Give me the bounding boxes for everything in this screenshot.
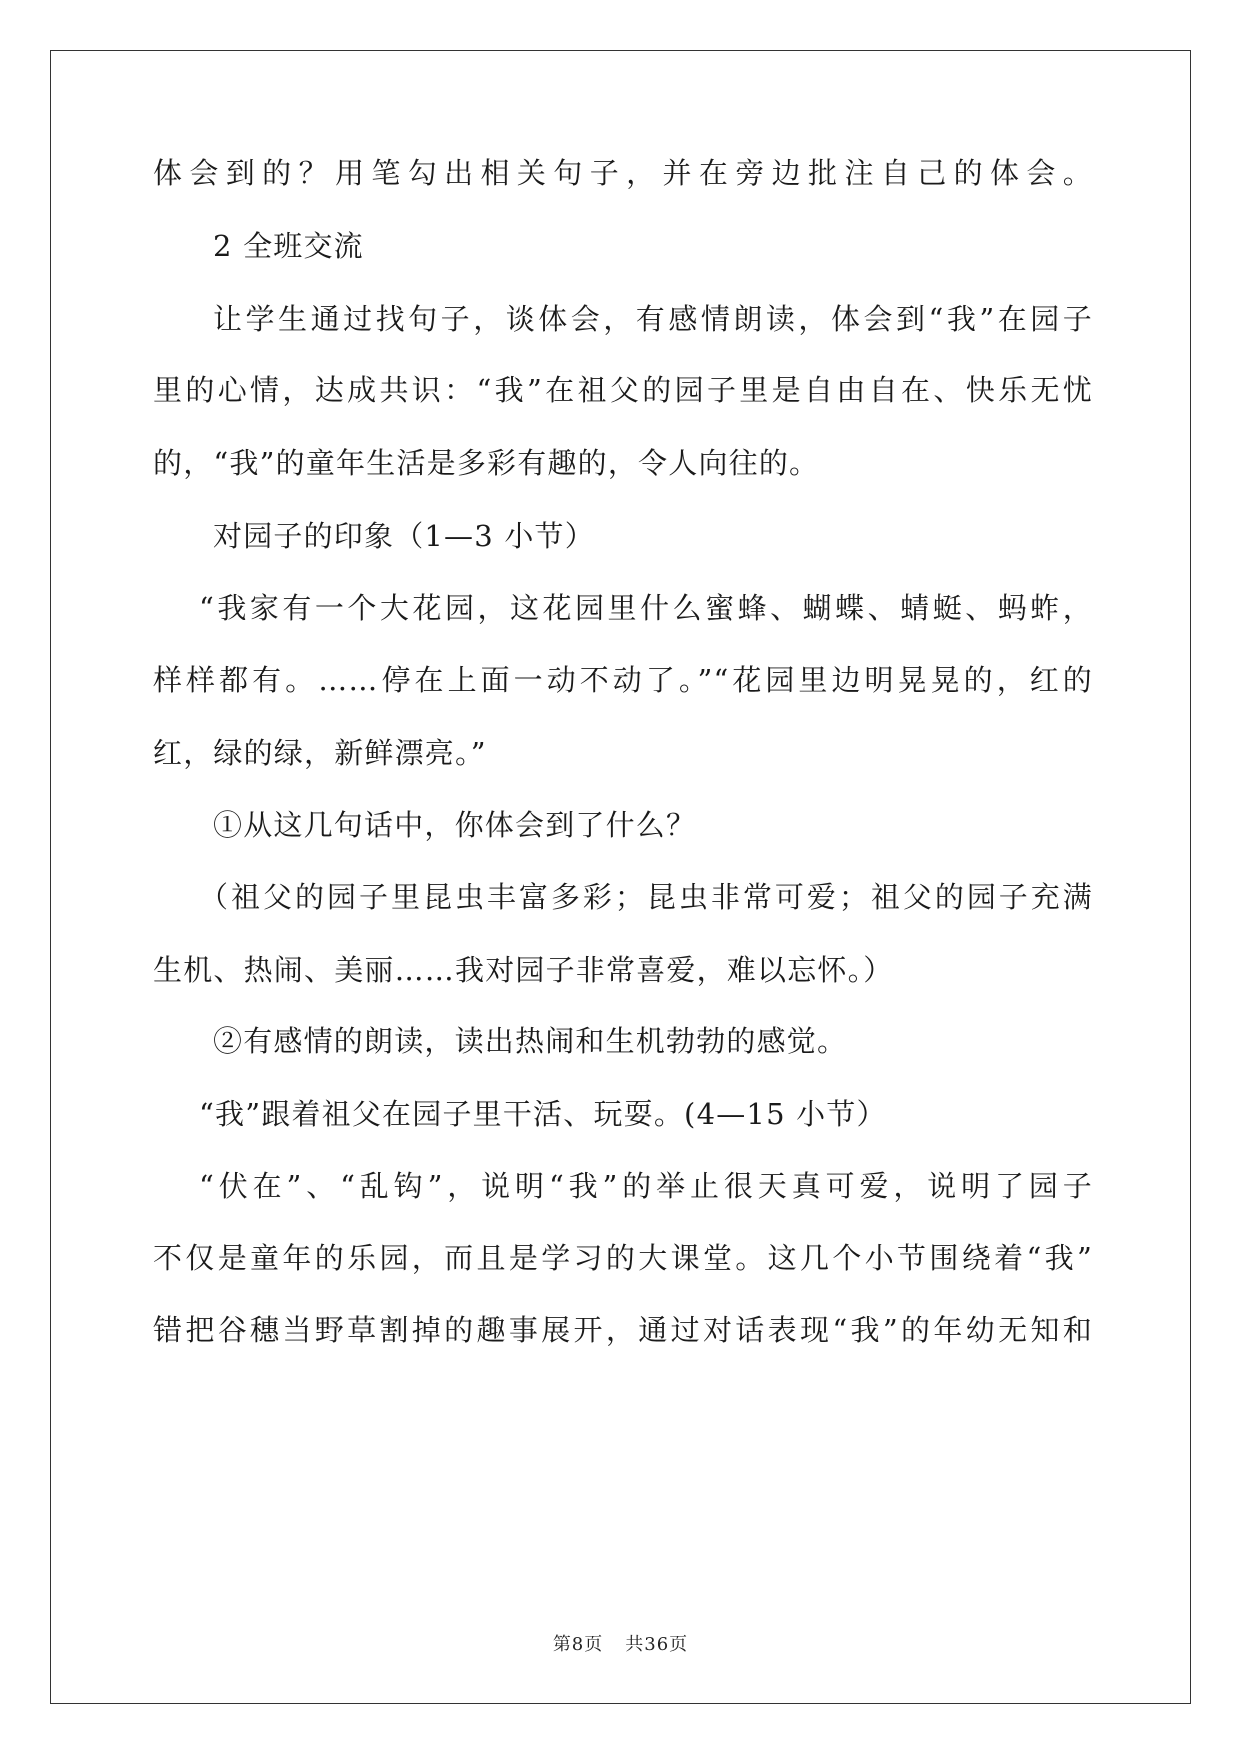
answer-line-2: 生机、热闹、美丽……我对园子非常喜爱，难以忘怀。） (153, 953, 894, 987)
question-1: ①从这几句话中，你体会到了什么？ (213, 808, 697, 842)
answer-line-1: （祖父的园子里昆虫丰富多彩；昆虫非常可爱；祖父的园子充满 (199, 880, 1093, 914)
quote-line-2: 样样都有。……停在上面一动不动了。”“花园里边明晃晃的，红的 (153, 663, 1093, 697)
text-line-5: 的，“我”的童年生活是多彩有趣的，令人向往的。 (153, 446, 820, 480)
subsection-heading: 对园子的印象（1—3 小节） (213, 519, 595, 553)
quote-line-3: 红，绿的绿，新鲜漂亮。” (153, 736, 487, 770)
current-page-number: 第8页 (552, 1634, 604, 1655)
page-footer (0, 1630, 1241, 1656)
question-2: ②有感情的朗读，读出热闹和生机勃勃的感觉。 (213, 1024, 848, 1058)
total-page-count: 共36页 (625, 1634, 689, 1655)
text-line-3: 让学生通过找句子，谈体会，有感情朗读，体会到“我”在园子 (213, 302, 1093, 336)
quote-line-1: “我家有一个大花园，这花园里什么蜜蜂、蝴蝶、蜻蜓、蚂蚱， (199, 591, 1093, 625)
section-heading: 2 全班交流 (213, 229, 364, 263)
subsection-heading-2: “我”跟着祖父在园子里干活、玩耍。(4—15 小节） (199, 1097, 887, 1131)
text-line-4: 里的心情，达成共识：“我”在祖父的园子里是自由自在、快乐无忧 (153, 373, 1093, 407)
text-line-15: “伏在”、“乱钩”，说明“我”的举止很天真可爱，说明了园子 (199, 1169, 1093, 1203)
text-line-17: 错把谷穗当野草割掉的趣事展开，通过对话表现“我”的年幼无知和 (153, 1313, 1093, 1347)
text-line-1: 体会到的？用笔勾出相关句子，并在旁边批注自己的体会。 (153, 156, 1093, 190)
text-line-16: 不仅是童年的乐园，而且是学习的大课堂。这几个小节围绕着“我” (153, 1241, 1093, 1275)
